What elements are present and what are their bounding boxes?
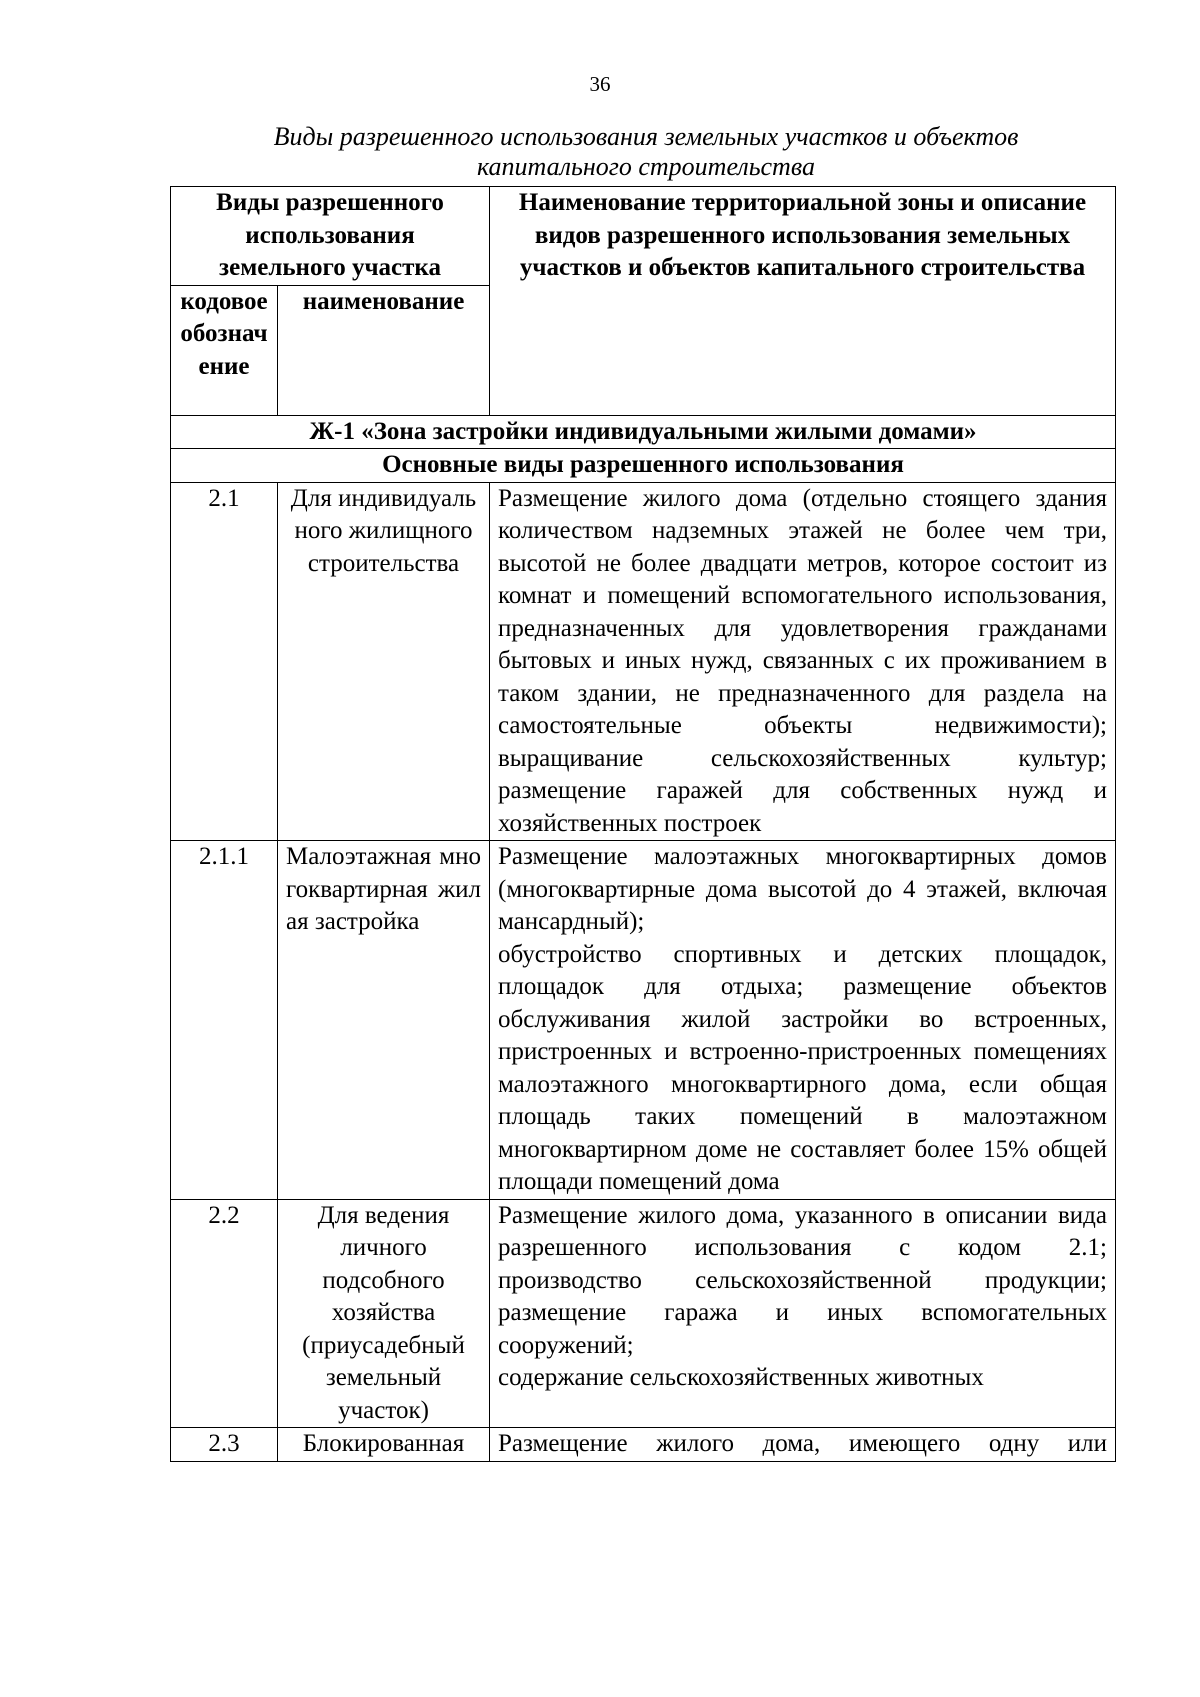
row-description [490, 841, 1116, 1200]
header-code: кодовое обозначение [171, 285, 278, 415]
page-number: 36 [589, 72, 611, 96]
description-paragraph: Размещение жилого дома, имеющего одну или [498, 1430, 1107, 1457]
description-paragraph: размещение гаражей для собственных нужд и хозяйственных построек [498, 777, 1107, 837]
table-header-row [171, 187, 1116, 286]
row-name: Малоэтажная многоквартирная жилая застройка [278, 841, 490, 1200]
table-row [171, 1199, 1116, 1428]
zone-row [171, 415, 1116, 449]
row-code: 2.3 [171, 1428, 278, 1462]
document-title [196, 122, 1096, 182]
description-paragraph: Размещение жилого дома (отдельно стоящего здания количеством надземных этажей не более чем три, высотой не более двадцати метров, которое состоит из комнат и помещений вспомогательного использования, предназначенных для удовлетворения гражданами бытовых и иных нужд, связанных с их проживанием в таком здании, не предназначенного для раздела на самостоятельные объекты недвижимости); [498, 484, 1107, 739]
zone-title: Ж-1 «Зона застройки индивидуальными жилыми домами» [171, 415, 1116, 449]
description-paragraph: обустройство спортивных и детских площадок, площадок для отдыха; размещение объектов обслуживания жилой застройки во встроенных, пристроенных и встроенно-пристроенных помещениях малоэтажного многоквартирного дома, если общая площадь таких помещений в малоэтажном многоквартирном доме не составляет более 15% общей площади помещений дома [498, 940, 1107, 1195]
row-description [490, 1428, 1116, 1462]
table-row [171, 1428, 1116, 1462]
row-name: Для ведения личного подсобного хозяйства (приусадебный земельный участок) [278, 1199, 490, 1428]
section-row [171, 449, 1116, 483]
table-row [171, 841, 1116, 1200]
table-row [171, 482, 1116, 841]
header-description: Наименование территориальной зоны и описание видов разрешенного использования земельных участков и объектов капитального строительства [490, 187, 1116, 416]
row-code: 2.1 [171, 482, 278, 841]
land-use-table [170, 186, 1116, 1462]
row-code: 2.1.1 [171, 841, 278, 1200]
section-title: Основные виды разрешенного использования [171, 449, 1116, 483]
description-paragraph: производство сельскохозяйственной продукции; [498, 1266, 1107, 1294]
header-group: Виды разрешенного использования земельного участка [171, 187, 490, 286]
description-paragraph: размещение гаража и иных вспомогательных сооружений; [498, 1299, 1107, 1359]
title-line-1: Виды разрешенного использования земельных участков и объектов [273, 122, 1019, 151]
row-description [490, 1199, 1116, 1428]
description-paragraph: выращивание сельскохозяйственных культур; [498, 744, 1107, 772]
title-line-2: капитального строительства [477, 152, 815, 181]
description-paragraph: Размещение малоэтажных многоквартирных домов (многоквартирные дома высотой до 4 этажей, включая мансардный); [498, 843, 1107, 935]
row-name: Для индивидуального жилищного строительства [278, 482, 490, 841]
row-code: 2.2 [171, 1199, 278, 1428]
description-paragraph: Размещение жилого дома, указанного в описании вида разрешенного использования с кодом 2.1; [498, 1201, 1107, 1261]
row-name: Блокированная [278, 1428, 490, 1462]
row-description [490, 482, 1116, 841]
header-name: наименование [278, 285, 490, 415]
description-paragraph: содержание сельскохозяйственных животных [498, 1364, 984, 1391]
